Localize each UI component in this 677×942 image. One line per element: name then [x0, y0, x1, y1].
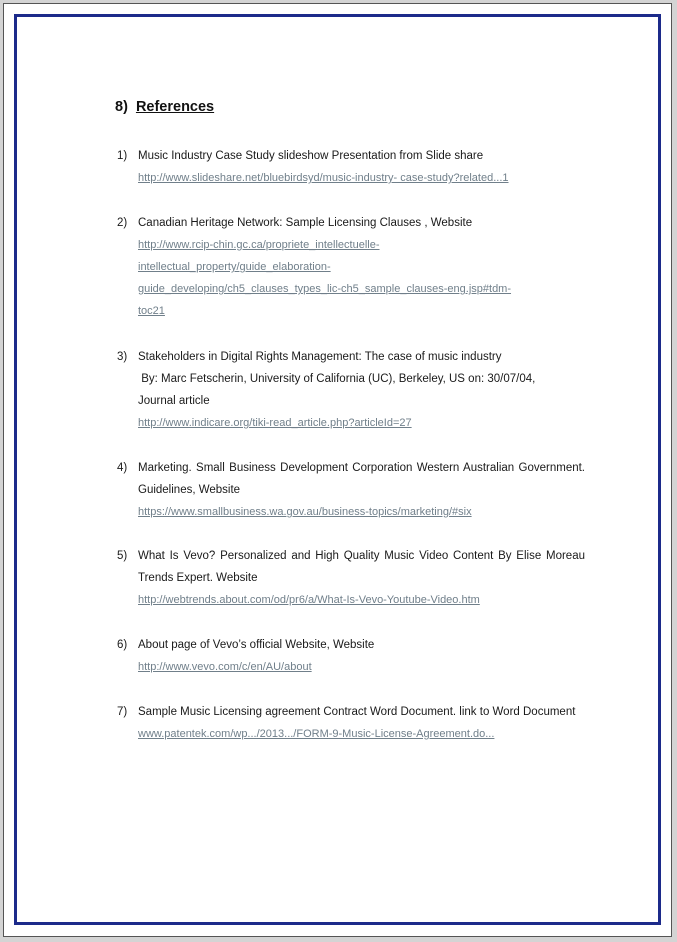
section-number: 8)	[115, 99, 128, 115]
document-page	[14, 14, 661, 925]
reference-link[interactable]: guide_developing/ch5_clauses_types_lic-ch5_sample_clauses-eng.jsp#tdm-	[138, 283, 512, 295]
reference-link[interactable]: http://www.slideshare.net/bluebirdsyd/music-industry- case-study?related...1	[138, 172, 509, 184]
reference-number: 3)	[117, 351, 128, 363]
reference-item	[117, 457, 585, 523]
reference-text: Marketing. Small Business Development Corporation Western Australian Government. Guidelines, Website	[138, 462, 585, 496]
reference-type: Journal article	[138, 395, 210, 407]
reference-link[interactable]: www.patentek.com/wp.../2013.../FORM-9-Music-License-Agreement.do...	[138, 728, 495, 740]
reference-link[interactable]: http://www.indicare.org/tiki-read_article.php?articleId=27	[138, 417, 412, 429]
section-heading	[115, 99, 214, 115]
reference-text: Music Industry Case Study slideshow Presentation from Slide share	[138, 150, 484, 162]
reference-text: What Is Vevo? Personalized and High Quality Music Video Content By Elise Moreau Trends Expert. Website	[138, 550, 585, 584]
reference-link[interactable]: toc21	[138, 305, 165, 317]
reference-number: 1)	[117, 150, 128, 162]
reference-text: Canadian Heritage Network: Sample Licensing Clauses , Website	[138, 217, 473, 229]
reference-text: Sample Music Licensing agreement Contract Word Document. link to Word Document	[138, 706, 576, 718]
reference-item	[117, 634, 585, 678]
reference-item	[117, 545, 585, 611]
reference-number: 5)	[117, 550, 128, 562]
reference-link[interactable]: http://www.vevo.com/c/en/AU/about	[138, 661, 312, 673]
reference-text: Stakeholders in Digital Rights Management: The case of music industry	[138, 351, 502, 363]
reference-link[interactable]: intellectual_property/guide_elaboration-	[138, 261, 331, 273]
reference-link[interactable]: http://www.rcip-chin.gc.ca/propriete_intellectuelle-	[138, 239, 380, 251]
reference-number: 7)	[117, 706, 128, 718]
reference-link[interactable]: https://www.smallbusiness.wa.gov.au/business-topics/marketing/#six	[138, 506, 472, 518]
reference-number: 2)	[117, 217, 128, 229]
reference-author: By: Marc Fetscherin, University of California (UC), Berkeley, US on: 30/07/04,	[138, 373, 536, 385]
reference-item	[117, 701, 585, 745]
reference-number: 4)	[117, 462, 128, 474]
reference-text: About page of Vevo’s official Website, Website	[138, 639, 375, 651]
reference-item	[117, 212, 585, 322]
reference-item	[117, 145, 585, 189]
section-title: References	[135, 99, 215, 115]
reference-link[interactable]: http://webtrends.about.com/od/pr6/a/What-Is-Vevo-Youtube-Video.htm	[138, 594, 480, 606]
reference-item	[117, 346, 585, 434]
reference-number: 6)	[117, 639, 128, 651]
